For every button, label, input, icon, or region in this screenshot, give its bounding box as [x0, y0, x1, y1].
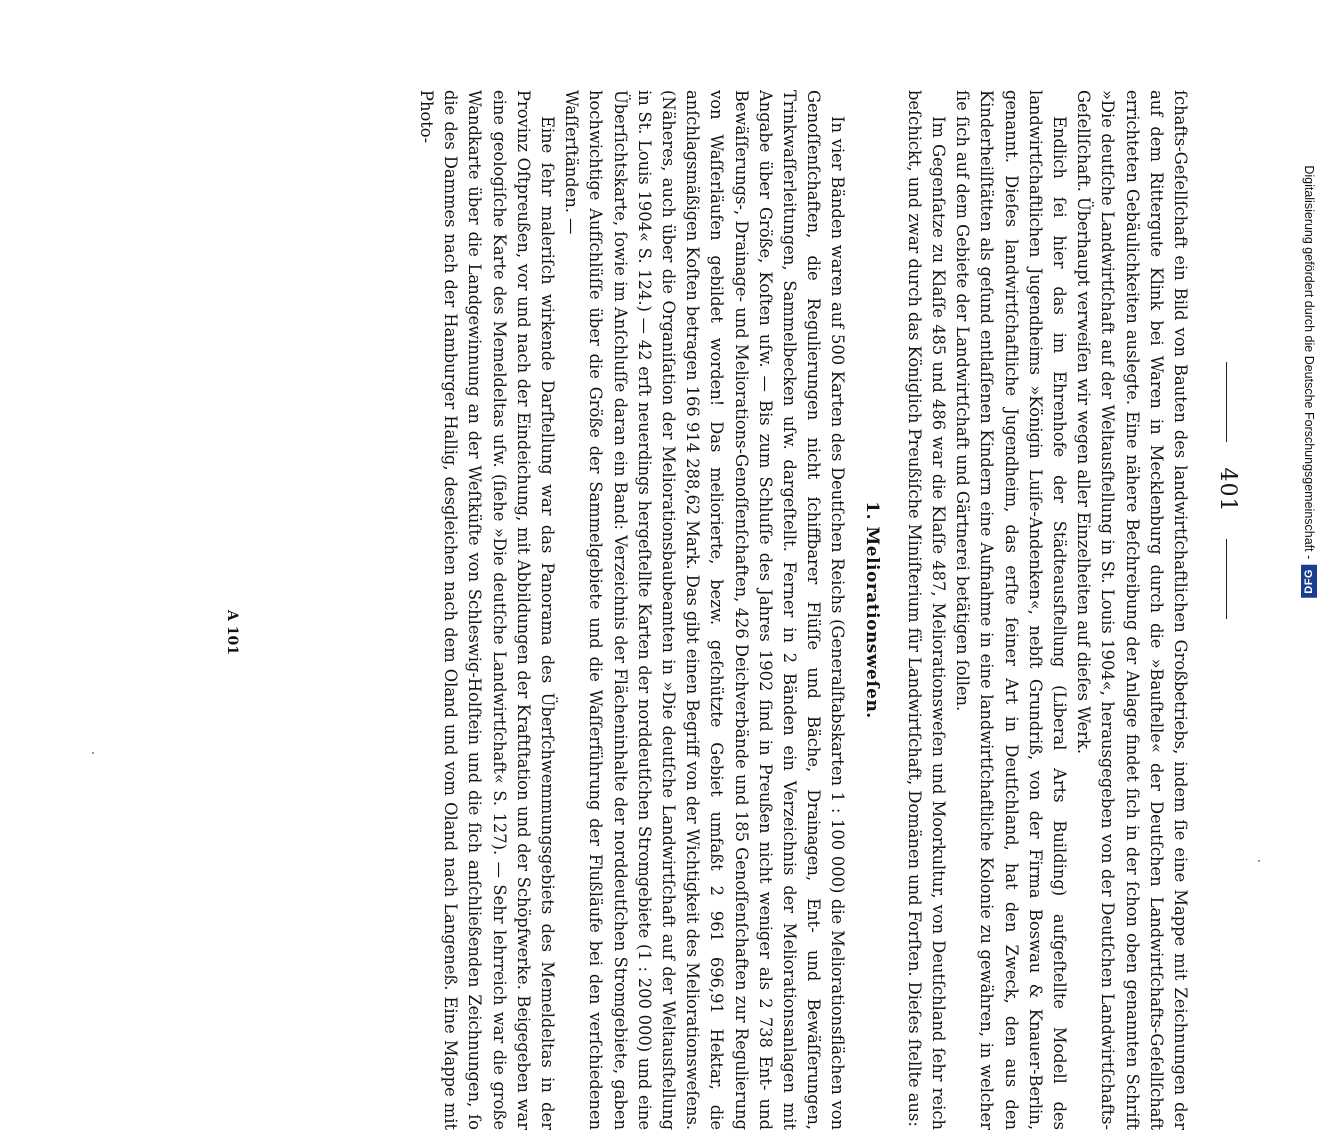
section-heading: 1. Meliorationsweſen.	[861, 501, 882, 719]
page-number	[1215, 130, 1240, 850]
paragraph-4: In vier Bänden waren auf 500 Karten des Deutſchen Reichs (Generalſtabskarten 1 : 100 000) die Meliorationsflächen von Genoſſenſchaften, die Regulierungen nicht ſchiffbarer Flüſſe und Bäche, Drainagen, Ent- und Bewäſſerungen, Trinkwaſſerleitungen, Sammelbecken uſw. dargeſtellt. Ferner in 2 Bänden ein Verzeichnis der Meliorationsanlagen mit Angabe über Größe, Koſten uſw. — Bis zum Schluſſe des Jahres 1902 ſind in Preußen nicht weniger als 2 738 Ent- und Bewäſſerungs-, Drainage- und Meliorations-Genoſſenſchaften, 426 Deichverbände und 185 Genoſſenſchaften zur Regulierung von Waſſerläufen gebildet worden! Das meliorierte, bezw. geſchützte Gebiet umfaßt 2 961 696,91 Hektar, die anſchlagsmäßigen Koſten betragen 166 914 288,62 Mark. Das gibt einen Begriff von der Wichtigkeit des Meliorationsweſens. (Näheres, auch über die Organiſation der Meliorationsbaubeamten in »Die deutſche Landwirtſchaft auf der Weltausſtellung in St. Louis 1904« S. 124.) — 42 erſt neuerdings hergeſtellte Karten der norddeutſchen Stromgebiete (1 : 200 000) und eine Überſichtskarte, ſowie im Anſchluſſe daran ein Band: Verzeichnis der Flächeninhalte der norddeutſchen Stromgebiete, gaben hochwichtige Aufſchlüſſe über die Größe der Sammelgebiete und die Waſſerführung der Flußläufe bei den verſchiedenen Waſſerſtänden. —	[562, 90, 848, 1130]
dfg-logo-icon: DFG	[1301, 565, 1317, 598]
credit-text: Digitalisierung gefördert durch die Deutsche Forschungsgemeinschaft -	[1302, 165, 1316, 560]
paragraph-5: Eine ſehr maleriſch wirkende Darſtellung war das Panorama des Überſchwemmungsgebiets des Memeldeltas in der Provinz Oſtpreußen, vor und nach der Eindeichung, mit Abbildungen der Kraftſtation und der Schöpfwerke. Beigegeben war eine geologiſche Karte des Memeldeltas uſw. (ſiehe »Die deutſche Landwirtſchaft« S. 127). — Sehr lehrreich war die große Wandkarte über die Landgewinnung an der Weſtküſte von Schleswig-Holſtein und die ſich anſchließenden Zeichnungen, ſo die des Dammes nach der Hamburger Hallig, desgleichen nach dem Oland und vom Oland nach Langeneß. Eine Mappe mit Photo-	[416, 90, 557, 1130]
body-text	[414, 90, 1192, 1130]
paragraph-1: ſchafts-Geſellſchaft ein Bild von Bauten des landwirtſchaftlichen Großbetriebs, indem ſie eine Mappe mit Zeichnungen der auf dem Rittergute Klink bei Waren in Mecklenburg durch die »Bauſtelle« der Deutſchen Landwirtſchafts-Geſellſchaft errichteten Gebäulichkeiten auslegte. Eine nähere Beſchreibung der Anlage findet ſich in der ſchon oben genannten Schrift »Die deutſche Landwirtſchaft auf der Weltausſtellung in St. Louis 1904«, herausgegeben von der Deutſchen Landwirtſchafts-Geſellſchaft. Überhaupt verweiſen wir wegen aller Einzelheiten auf dieſes Werk.	[1074, 90, 1190, 1130]
signature-mark: A 101	[224, 610, 240, 655]
paragraph-2: Endlich ſei hier das im Ehrenhofe der Städteausſtellung (Liberal Arts Building) aufgeſtellte Modell des landwirtſchaftlichen Jugendheims »Königin Luiſe-Andenken«, nebſt Grundriß, von der Firma Boswau & Knauer-Berlin, genannt. Dieſes landwirtſchaftliche Jugendheim, das erſte ſeiner Art in Deutſchland, hat den Zweck, den aus den Kinderheilſtätten als geſund entlaſſenen Kindern eine Aufnahme in eine landwirtſchaftliche Kolonie zu gewähren, in welcher ſie ſich auf dem Gebiete der Landwirtſchaft und Gärtnerei betätigen ſollen.	[953, 90, 1069, 1130]
credit-strip	[1290, 8, 1320, 598]
credit-inner	[1298, 8, 1320, 598]
scan-speck	[92, 752, 94, 754]
scan-speck	[1258, 860, 1260, 862]
paragraph-3: Im Gegenſatze zu Klaſſe 485 und 486 war die Klaſſe 487, Meliorationsweſen und Moorkultur, von Deutſchland ſehr reich beſchickt, und zwar durch das Königlich Preußiſche Miniſterium für Landwirtſchaft, Domänen und Forſten. Dieſes ſtellte aus:	[904, 90, 948, 1130]
right-dash	[1227, 539, 1228, 619]
scanned-page	[72, 70, 1252, 1130]
left-dash	[1227, 362, 1228, 442]
page-number-text: 401	[1215, 467, 1240, 513]
